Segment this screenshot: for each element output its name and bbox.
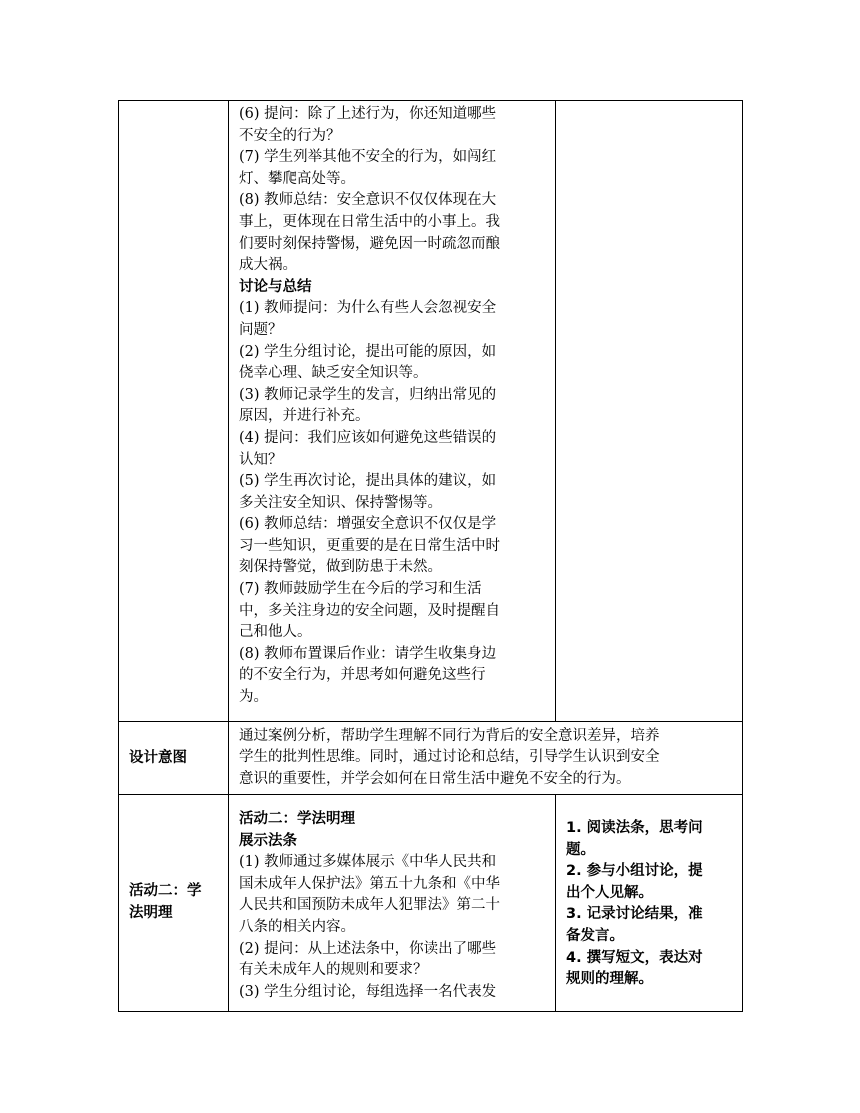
text-line: (2) 提问：从上述法条中，你读出了哪些 xyxy=(239,940,497,957)
text-line: (1) 教师提问：为什么有些人会忽视安全 xyxy=(239,300,497,317)
table-row xyxy=(119,101,743,722)
text-line: 意识的重要性，并学会如何在日常生活中避免不安全的行为。 xyxy=(239,770,631,787)
section-heading: 备发言。 xyxy=(566,927,624,944)
text-line: 问题？ xyxy=(239,321,283,338)
text-line: (6) 提问：除了上述行为，你还知道哪些 xyxy=(239,106,497,122)
text-line: 为。 xyxy=(239,689,268,706)
text-line: 认知？ xyxy=(239,451,283,468)
text-line: 刻保持警觉，做到防患于未然。 xyxy=(239,559,442,576)
section-heading: 规则的理解。 xyxy=(566,971,653,988)
section-heading: 2. 参与小组讨论，提 xyxy=(566,863,703,880)
text-line: 通过案例分析，帮助学生理解不同行为背后的安全意识差异，培养 xyxy=(239,727,660,744)
text-line: (8) 教师总结：安全意识不仅仅体现在大 xyxy=(239,192,497,209)
text-line: 学生的批判性思维。同时，通过讨论和总结，引导学生认识到安全 xyxy=(239,749,660,766)
text-line: 人民共和国预防未成年人犯罪法》第二十 xyxy=(239,897,500,914)
activity-label-line: 法明理 xyxy=(129,905,173,921)
text-line: (6) 教师总结：增强安全意识不仅仅是学 xyxy=(239,516,497,533)
section-heading: 活动二：学法明理 xyxy=(239,811,355,827)
text-line: 成大祸。 xyxy=(239,257,297,274)
section-heading: 讨论与总结 xyxy=(239,278,312,295)
lesson-plan-table xyxy=(118,100,743,1012)
teacher-activity-cell xyxy=(229,795,556,1012)
text-line: (1) 教师通过多媒体展示《中华人民共和 xyxy=(239,854,497,871)
section-heading: 1. 阅读法条，思考问 xyxy=(566,820,703,836)
text-line: (3) 教师记录学生的发言，归纳出常见的 xyxy=(239,386,497,403)
text-line: 事上，更体现在日常生活中的小事上。我 xyxy=(239,213,500,230)
table-row xyxy=(119,795,743,1012)
row-label-cell xyxy=(119,101,229,722)
section-heading: 4. 撰写短文，表达对 xyxy=(566,949,703,966)
table-row xyxy=(119,722,743,795)
activity-label-line: 活动二：学 xyxy=(129,883,202,900)
text-line: 八条的相关内容。 xyxy=(239,918,355,935)
text-line: (7) 教师鼓励学生在今后的学习和生活 xyxy=(239,581,482,598)
text-line: 侥幸心理、缺乏安全知识等。 xyxy=(239,365,428,382)
text-line: (5) 学生再次讨论，提出具体的建议，如 xyxy=(239,473,497,490)
text-line: (3) 学生分组讨论，每组选择一名代表发 xyxy=(239,983,497,1000)
student-activity-cell xyxy=(556,795,743,1012)
section-heading: 出个人见解。 xyxy=(566,884,653,901)
text-line: 多关注安全知识、保持警惕等。 xyxy=(239,494,442,511)
text-line: 们要时刻保持警惕，避免因一时疏忽而酿 xyxy=(239,235,500,252)
text-line: 原因，并进行补充。 xyxy=(239,408,370,425)
text-line: 不安全的行为？ xyxy=(239,127,341,144)
design-intent-label: 设计意图 xyxy=(129,749,187,766)
section-heading: 题。 xyxy=(566,841,595,858)
row-label-cell xyxy=(119,722,229,795)
text-line: 习一些知识，更重要的是在日常生活中时 xyxy=(239,537,500,554)
text-line: 国未成年人保护法》第五十九条和《中华 xyxy=(239,875,500,892)
teacher-activity-cell xyxy=(229,101,556,722)
text-line: 己和他人。 xyxy=(239,624,312,641)
text-line: 有关未成年人的规则和要求？ xyxy=(239,962,428,979)
text-line: (4) 提问：我们应该如何避免这些错误的 xyxy=(239,429,497,446)
section-heading: 展示法条 xyxy=(239,832,297,849)
design-intent-cell xyxy=(229,722,743,795)
text-line: 中，多关注身边的安全问题，及时提醒自 xyxy=(239,602,500,619)
design-intent-text xyxy=(229,726,742,791)
text-line: (2) 学生分组讨论，提出可能的原因，如 xyxy=(239,343,497,360)
text-line: (7) 学生列举其他不安全的行为，如闯红 xyxy=(239,149,497,166)
text-line: (8) 教师布置课后作业：请学生收集身边 xyxy=(239,645,497,662)
section-heading: 3. 记录讨论结果，准 xyxy=(566,906,703,923)
text-line: 的不安全行为，并思考如何避免这些行 xyxy=(239,667,486,684)
teacher-activity-text xyxy=(229,101,555,709)
text-line: 灯、攀爬高处等。 xyxy=(239,170,355,187)
student-activity-cell xyxy=(556,101,743,722)
teacher-activity-text xyxy=(229,795,555,1003)
student-activity-text xyxy=(556,795,742,991)
row-label-cell xyxy=(119,795,229,1012)
